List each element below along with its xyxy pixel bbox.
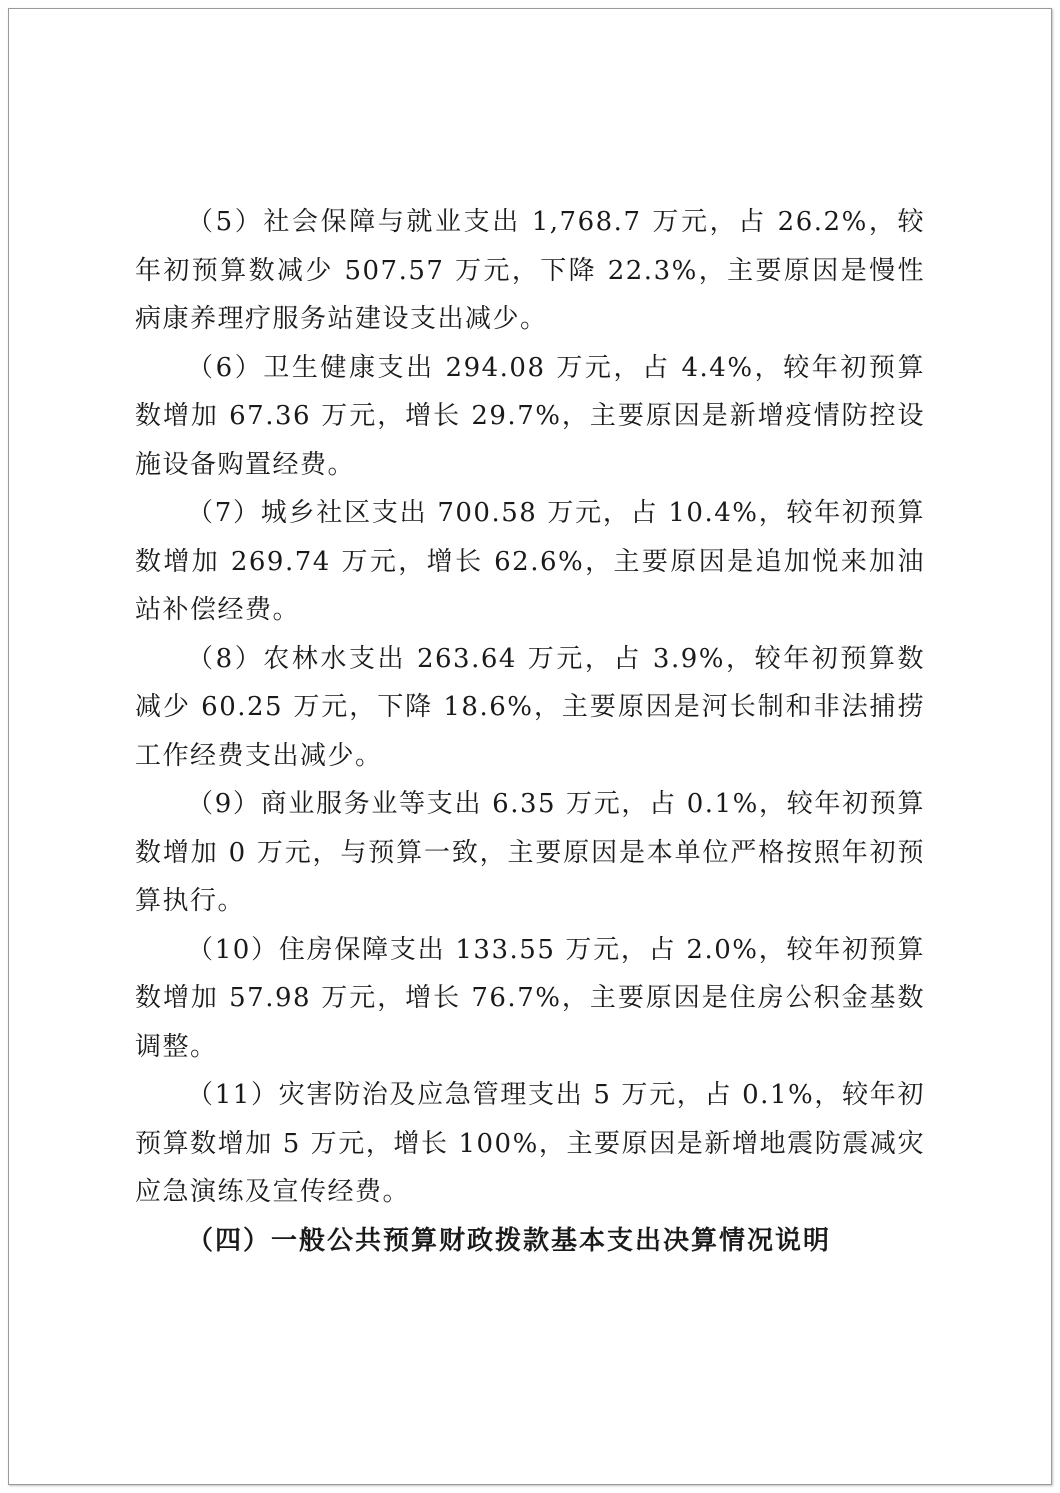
paragraph-social-security: （5）社会保障与就业支出 1,768.7 万元，占 26.2%，较年初预算数减少 507.57 万元，下降 22.3%，主要原因是慢性病康养理疗服务站建设支出减少。 [135, 207, 925, 334]
section-heading: （四）一般公共预算财政拨款基本支出决算情况说明 [187, 1225, 832, 1256]
paragraph-commercial-services: （9）商业服务业等支出 6.35 万元，占 0.1%，较年初预算数增加 0 万元，与预算一致，主要原因是本单位严格按照年初预算执行。 [135, 789, 925, 916]
paragraph-urban-rural-community: （7）城乡社区支出 700.58 万元，占 10.4%，较年初预算数增加 269.74 万元，增长 62.6%，主要原因是追加悦来加油站补偿经费。 [135, 498, 925, 625]
paragraph-health: （6）卫生健康支出 294.08 万元，占 4.4%，较年初预算数增加 67.36 万元，增长 29.7%，主要原因是新增疫情防控设施设备购置经费。 [135, 352, 925, 480]
paragraph-disaster-prevention: （11）灾害防治及应急管理支出 5 万元，占 0.1%，较年初预算数增加 5 万元，增长 100%，主要原因是新增地震防震减灾应急演练及宣传经费。 [135, 1080, 925, 1207]
paragraph-housing-security: （10）住房保障支出 133.55 万元，占 2.0%，较年初预算数增加 57.98 万元，增长 76.7%，主要原因是住房公积金基数调整。 [135, 934, 925, 1062]
document-body [135, 198, 925, 1265]
paragraph-agriculture-forestry-water: （8）农林水支出 263.64 万元，占 3.9%，较年初预算数减少 60.25 万元，下降 18.6%，主要原因是河长制和非法捕捞工作经费支出减少。 [135, 643, 925, 771]
